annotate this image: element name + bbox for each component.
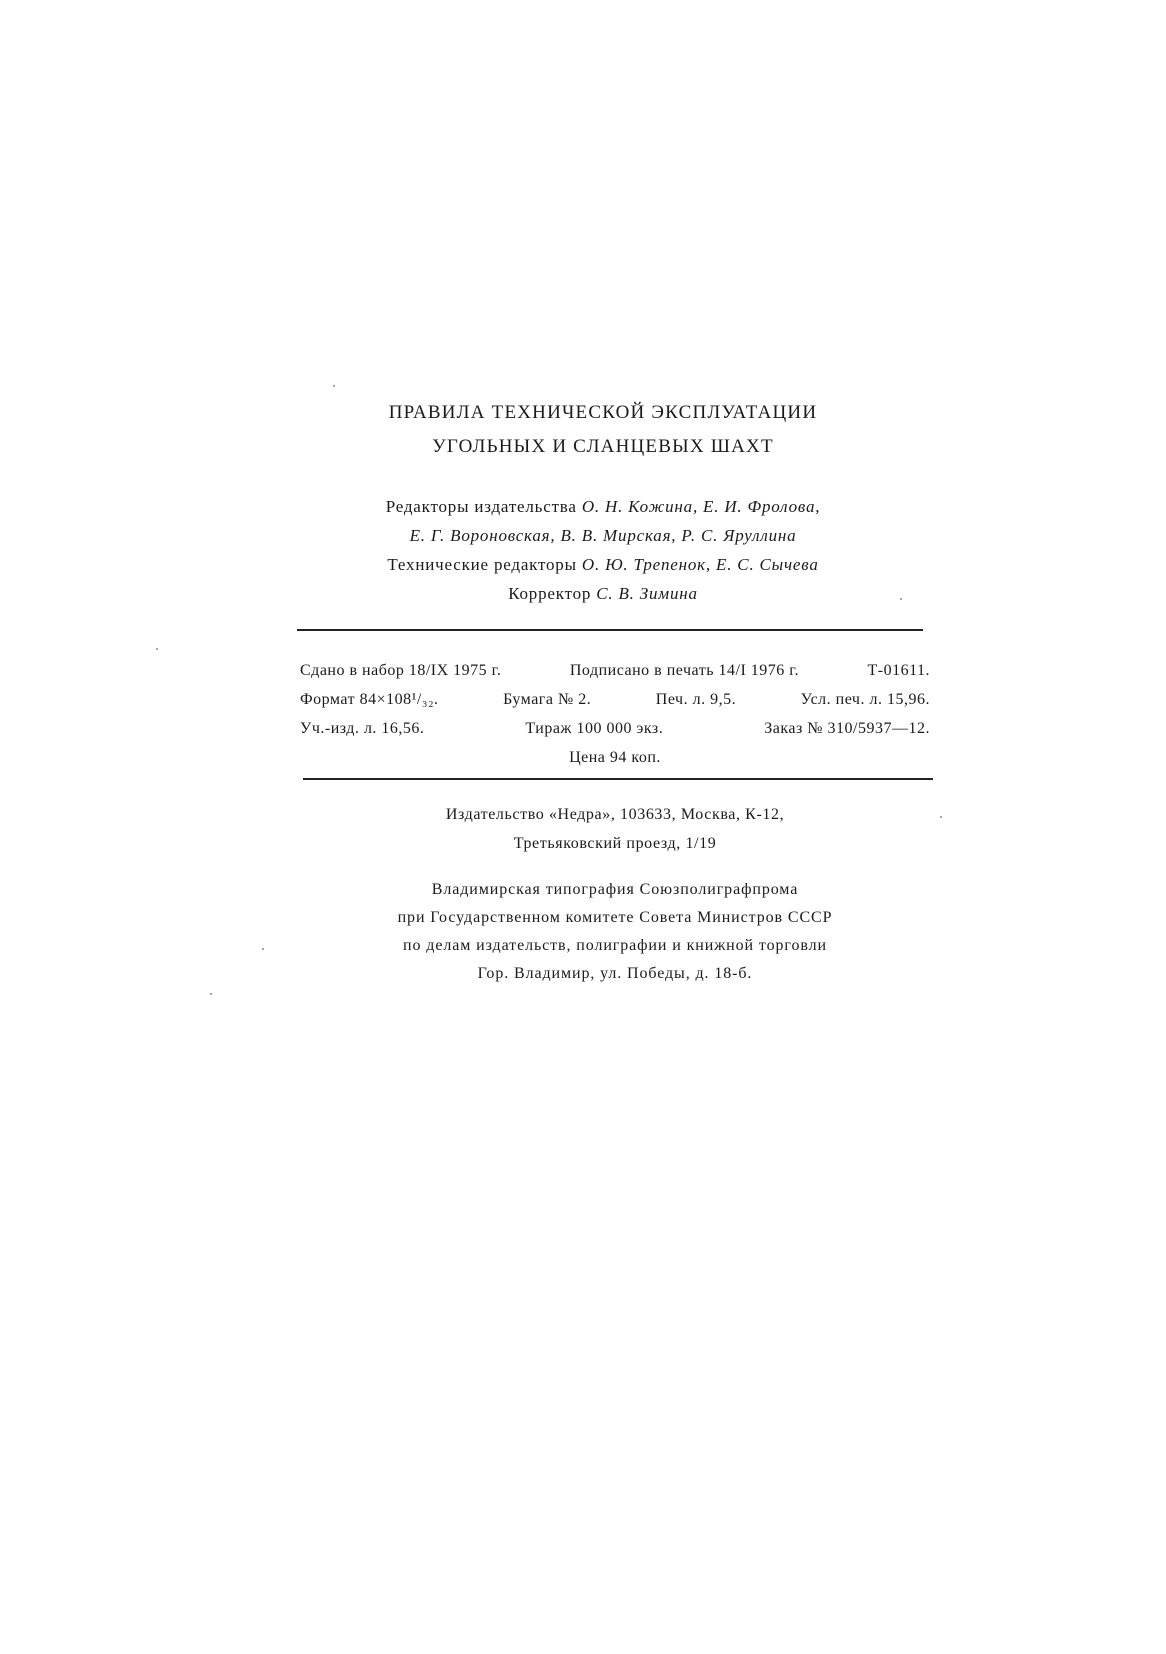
publishing-editors-names-2: Е. Г. Вороновская, В. В. Мирская, Р. С. Яруллина: [409, 526, 797, 545]
technical-editors-label: Технические редакторы: [387, 555, 577, 574]
imprint-row-2: [300, 685, 930, 714]
scan-speck: [940, 816, 942, 818]
imprint-print-run: Тираж 100 000 экз.: [525, 720, 664, 737]
publisher-info: [300, 800, 930, 858]
printer-info: [300, 876, 930, 988]
printer-line-2: при Государственном комитете Совета Министров СССР: [397, 909, 833, 926]
scan-speck: [900, 598, 902, 600]
imprint-row-1: [300, 656, 930, 685]
imprint-row-3: [300, 714, 930, 743]
proofreader-label: Корректор: [508, 584, 592, 603]
publishing-editors-line-2: [283, 521, 923, 550]
imprint-format: Формат 84×108¹/₃₂.: [300, 691, 439, 708]
printer-line-3: по делам издательств, полиграфии и книжной торговли: [403, 937, 827, 954]
publisher-line-1: Издательство «Недра», 103633, Москва, К-12,: [445, 806, 785, 823]
imprint-order-number: Заказ № 310/5937—12.: [764, 720, 930, 737]
imprint-signed-date: Подписано в печать 14/I 1976 г.: [569, 662, 800, 679]
publishing-editors-label: Редакторы издательства: [385, 497, 577, 516]
imprint-conventional-sheets: Усл. печ. л. 15,96.: [800, 691, 930, 708]
scan-speck: [156, 648, 158, 650]
editors-credits: [283, 492, 923, 608]
imprint-price: Цена 94 коп.: [569, 749, 661, 766]
publishing-editors-line: [283, 492, 923, 521]
imprint-print-sheets: Печ. л. 9,5.: [655, 691, 737, 708]
imprint-publisher-sheets: Уч.-изд. л. 16,56.: [300, 720, 425, 737]
publisher-line-2: Третьяковский проезд, 1/19: [513, 835, 717, 852]
print-imprint: [300, 656, 930, 772]
book-title: [283, 396, 923, 464]
divider-bottom: [303, 778, 933, 780]
publishing-editors-names: О. Н. Кожина, Е. И. Фролова,: [581, 497, 821, 516]
technical-editors-line: [283, 550, 923, 579]
printer-line-4: Гор. Владимир, ул. Победы, д. 18-б.: [477, 965, 753, 982]
imprint-typeset-date: Сдано в набор 18/IX 1975 г.: [300, 662, 502, 679]
scan-speck: [210, 993, 212, 995]
scan-speck: [333, 385, 335, 387]
imprint-paper: Бумага № 2.: [503, 691, 592, 708]
printer-line-1: Владимирская типография Союзполиграфпрома: [431, 881, 799, 898]
proofreader-line: [283, 579, 923, 608]
scan-speck: [262, 948, 264, 950]
proofreader-name: С. В. Зимина: [596, 584, 698, 603]
divider-top: [297, 629, 923, 631]
book-title-line-2: УГОЛЬНЫХ И СЛАНЦЕВЫХ ШАХТ: [432, 436, 774, 457]
technical-editors-names: О. Ю. Трепенок, Е. С. Сычева: [581, 555, 819, 574]
book-title-line-1: ПРАВИЛА ТЕХНИЧЕСКОЙ ЭКСПЛУАТАЦИИ: [388, 402, 818, 423]
imprint-code: Т-01611.: [867, 662, 930, 679]
